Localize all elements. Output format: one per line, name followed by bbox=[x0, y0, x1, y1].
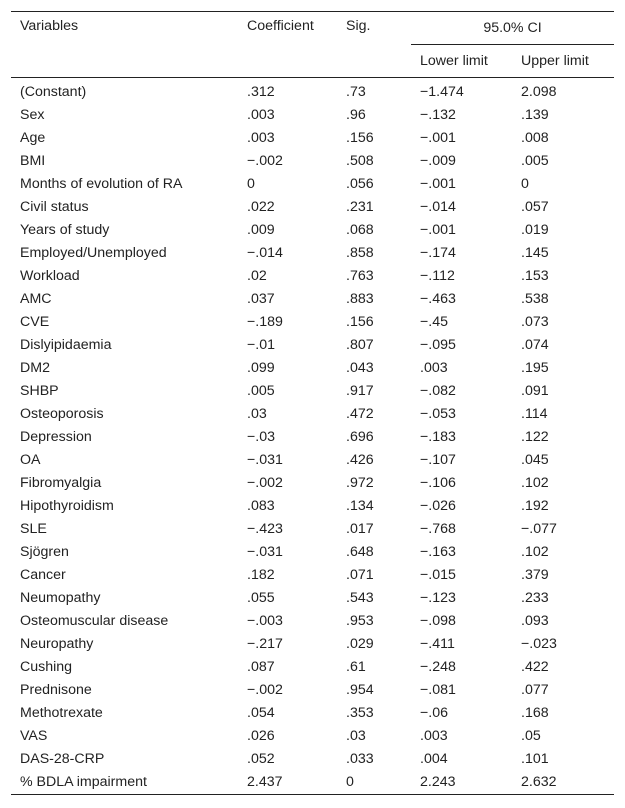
cell-sig: .73 bbox=[346, 84, 366, 100]
cell-sig: .696 bbox=[346, 429, 374, 445]
cell-sig: .156 bbox=[346, 130, 374, 146]
cell-upper-limit: .538 bbox=[521, 291, 549, 307]
cell-coefficient: −.423 bbox=[247, 521, 283, 537]
cell-upper-limit: .05 bbox=[521, 728, 541, 744]
cell-lower-limit: −.411 bbox=[420, 636, 455, 652]
cell-sig: .508 bbox=[346, 153, 374, 169]
table-row bbox=[11, 78, 614, 105]
table-row bbox=[11, 633, 614, 656]
cell-lower-limit: −.001 bbox=[420, 222, 456, 238]
cell-variable: CVE bbox=[20, 314, 50, 330]
cell-sig: 0 bbox=[346, 774, 354, 790]
cell-variable: Age bbox=[20, 130, 46, 146]
cell-upper-limit: .233 bbox=[521, 590, 549, 606]
cell-lower-limit: −.123 bbox=[420, 590, 456, 606]
cell-sig: .056 bbox=[346, 176, 374, 192]
cell-variable: (Constant) bbox=[20, 84, 87, 100]
cell-lower-limit: −.026 bbox=[420, 498, 456, 514]
cell-variable: AMC bbox=[20, 291, 52, 307]
cell-variable: Prednisone bbox=[20, 682, 92, 698]
cell-variable: Methotrexate bbox=[20, 705, 103, 721]
table-row bbox=[11, 748, 614, 771]
cell-variable: Dislyipidaemia bbox=[20, 337, 112, 353]
table-row bbox=[11, 127, 614, 150]
cell-coefficient: −.031 bbox=[247, 544, 283, 560]
cell-upper-limit: .045 bbox=[521, 452, 549, 468]
header-sig: Sig. bbox=[346, 18, 371, 34]
table-row bbox=[11, 679, 614, 702]
cell-upper-limit: .139 bbox=[521, 107, 549, 123]
table-row bbox=[11, 725, 614, 748]
cell-upper-limit: .019 bbox=[521, 222, 549, 238]
cell-lower-limit: −.163 bbox=[420, 544, 456, 560]
cell-coefficient: .055 bbox=[247, 590, 275, 606]
cell-variable: Civil status bbox=[20, 199, 89, 215]
cell-variable: Cancer bbox=[20, 567, 66, 583]
cell-lower-limit: −.015 bbox=[420, 567, 456, 583]
cell-coefficient: 2.437 bbox=[247, 774, 283, 790]
cell-variable: BMI bbox=[20, 153, 46, 169]
cell-sig: .61 bbox=[346, 659, 366, 675]
cell-lower-limit: −.014 bbox=[420, 199, 456, 215]
cell-upper-limit: .379 bbox=[521, 567, 549, 583]
table-row bbox=[11, 173, 614, 196]
cell-sig: .472 bbox=[346, 406, 374, 422]
table-row bbox=[11, 265, 614, 288]
cell-variable: Years of study bbox=[20, 222, 110, 238]
cell-coefficient: .003 bbox=[247, 107, 275, 123]
cell-upper-limit: .101 bbox=[521, 751, 549, 767]
cell-sig: .954 bbox=[346, 682, 374, 698]
cell-variable: Depression bbox=[20, 429, 92, 445]
cell-sig: .807 bbox=[346, 337, 374, 353]
table-row bbox=[11, 288, 614, 311]
cell-coefficient: .003 bbox=[247, 130, 275, 146]
cell-variable: VAS bbox=[20, 728, 48, 744]
cell-lower-limit: .003 bbox=[420, 360, 448, 376]
cell-coefficient: .052 bbox=[247, 751, 275, 767]
cell-coefficient: −.031 bbox=[247, 452, 283, 468]
table-row bbox=[11, 426, 614, 449]
cell-variable: Workload bbox=[20, 268, 80, 284]
cell-coefficient: −.002 bbox=[247, 682, 283, 698]
cell-sig: .426 bbox=[346, 452, 374, 468]
cell-sig: .029 bbox=[346, 636, 374, 652]
table-row bbox=[11, 656, 614, 679]
cell-lower-limit: −.107 bbox=[420, 452, 456, 468]
cell-coefficient: −.003 bbox=[247, 613, 283, 629]
cell-sig: .033 bbox=[346, 751, 374, 767]
header-variables: Variables bbox=[20, 18, 79, 34]
cell-coefficient: −.189 bbox=[247, 314, 283, 330]
cell-upper-limit: .422 bbox=[521, 659, 549, 675]
cell-upper-limit: .057 bbox=[521, 199, 549, 215]
cell-upper-limit: .102 bbox=[521, 475, 549, 491]
cell-variable: Cushing bbox=[20, 659, 73, 675]
cell-variable: SHBP bbox=[20, 383, 59, 399]
cell-lower-limit: −.098 bbox=[420, 613, 456, 629]
cell-sig: .953 bbox=[346, 613, 374, 629]
table-row bbox=[11, 196, 614, 219]
cell-variable: Neuropathy bbox=[20, 636, 94, 652]
cell-upper-limit: −.077 bbox=[521, 521, 557, 537]
cell-upper-limit: .091 bbox=[521, 383, 549, 399]
cell-lower-limit: −.174 bbox=[420, 245, 456, 261]
table-row bbox=[11, 104, 614, 127]
cell-lower-limit: .004 bbox=[420, 751, 448, 767]
cell-variable: Sjögren bbox=[20, 544, 69, 560]
table-row bbox=[11, 334, 614, 357]
cell-sig: .353 bbox=[346, 705, 374, 721]
cell-sig: .043 bbox=[346, 360, 374, 376]
table-row bbox=[11, 610, 614, 633]
cell-upper-limit: .077 bbox=[521, 682, 549, 698]
cell-sig: .017 bbox=[346, 521, 374, 537]
cell-sig: .068 bbox=[346, 222, 374, 238]
cell-upper-limit: .114 bbox=[521, 406, 548, 422]
cell-sig: .648 bbox=[346, 544, 374, 560]
cell-coefficient: −.002 bbox=[247, 475, 283, 491]
cell-sig: .134 bbox=[346, 498, 374, 514]
header-lower-limit: Lower limit bbox=[420, 53, 488, 69]
cell-lower-limit: −.009 bbox=[420, 153, 456, 169]
cell-sig: .917 bbox=[346, 383, 374, 399]
cell-lower-limit: .003 bbox=[420, 728, 448, 744]
table-row bbox=[11, 702, 614, 725]
cell-lower-limit: −.248 bbox=[420, 659, 456, 675]
cell-coefficient: .022 bbox=[247, 199, 275, 215]
cell-coefficient: 0 bbox=[247, 176, 255, 192]
table-row bbox=[11, 587, 614, 610]
cell-lower-limit: −.095 bbox=[420, 337, 456, 353]
cell-sig: .763 bbox=[346, 268, 374, 284]
cell-coefficient: .03 bbox=[247, 406, 267, 422]
cell-coefficient: .005 bbox=[247, 383, 275, 399]
header-ci: 95.0% CI bbox=[411, 12, 614, 45]
cell-lower-limit: −1.474 bbox=[420, 84, 464, 100]
table-row bbox=[11, 771, 614, 795]
cell-variable: Fibromyalgia bbox=[20, 475, 102, 491]
cell-coefficient: .182 bbox=[247, 567, 275, 583]
cell-upper-limit: 2.098 bbox=[521, 84, 557, 100]
cell-sig: .96 bbox=[346, 107, 366, 123]
cell-variable: % BDLA impairment bbox=[20, 774, 147, 790]
cell-lower-limit: −.001 bbox=[420, 176, 456, 192]
cell-variable: DM2 bbox=[20, 360, 50, 376]
cell-lower-limit: −.106 bbox=[420, 475, 456, 491]
cell-coefficient: .02 bbox=[247, 268, 267, 284]
cell-sig: .231 bbox=[346, 199, 374, 215]
cell-coefficient: .009 bbox=[247, 222, 275, 238]
cell-coefficient: .037 bbox=[247, 291, 275, 307]
cell-variable: DAS-28-CRP bbox=[20, 751, 105, 767]
cell-variable: Osteoporosis bbox=[20, 406, 104, 422]
cell-sig: .543 bbox=[346, 590, 374, 606]
cell-upper-limit: −.023 bbox=[521, 636, 557, 652]
cell-variable: Sex bbox=[20, 107, 45, 123]
cell-coefficient: .099 bbox=[247, 360, 275, 376]
cell-upper-limit: .093 bbox=[521, 613, 549, 629]
table-row bbox=[11, 449, 614, 472]
cell-sig: .03 bbox=[346, 728, 366, 744]
cell-lower-limit: −.463 bbox=[420, 291, 456, 307]
cell-variable: Osteomuscular disease bbox=[20, 613, 169, 629]
cell-upper-limit: .102 bbox=[521, 544, 549, 560]
cell-variable: Hipothyroidism bbox=[20, 498, 114, 514]
table-row bbox=[11, 541, 614, 564]
cell-lower-limit: −.001 bbox=[420, 130, 456, 146]
cell-sig: .858 bbox=[346, 245, 374, 261]
table-row bbox=[11, 564, 614, 587]
table-body bbox=[11, 78, 614, 795]
regression-table bbox=[11, 11, 614, 795]
table-row bbox=[11, 311, 614, 334]
cell-lower-limit: −.082 bbox=[420, 383, 456, 399]
cell-variable: Employed/Unemployed bbox=[20, 245, 167, 261]
cell-upper-limit: .145 bbox=[521, 245, 549, 261]
cell-lower-limit: −.183 bbox=[420, 429, 456, 445]
cell-coefficient: .087 bbox=[247, 659, 275, 675]
cell-coefficient: −.01 bbox=[247, 337, 276, 353]
cell-upper-limit: .008 bbox=[521, 130, 549, 146]
cell-sig: .156 bbox=[346, 314, 374, 330]
cell-upper-limit: .122 bbox=[521, 429, 549, 445]
cell-coefficient: −.014 bbox=[247, 245, 283, 261]
cell-coefficient: .083 bbox=[247, 498, 275, 514]
cell-upper-limit: .195 bbox=[521, 360, 549, 376]
cell-coefficient: .054 bbox=[247, 705, 275, 721]
cell-lower-limit: 2.243 bbox=[420, 774, 456, 790]
table-row bbox=[11, 380, 614, 403]
cell-lower-limit: −.112 bbox=[420, 268, 455, 284]
cell-lower-limit: −.053 bbox=[420, 406, 456, 422]
cell-lower-limit: −.06 bbox=[420, 705, 449, 721]
cell-sig: .972 bbox=[346, 475, 374, 491]
cell-upper-limit: .074 bbox=[521, 337, 549, 353]
cell-variable: OA bbox=[20, 452, 41, 468]
cell-lower-limit: −.132 bbox=[420, 107, 456, 123]
cell-variable: SLE bbox=[20, 521, 47, 537]
table-row bbox=[11, 357, 614, 380]
cell-upper-limit: .005 bbox=[521, 153, 549, 169]
cell-coefficient: −.002 bbox=[247, 153, 283, 169]
header-coefficient: Coefficient bbox=[247, 18, 314, 34]
cell-coefficient: .026 bbox=[247, 728, 275, 744]
cell-coefficient: −.03 bbox=[247, 429, 276, 445]
cell-lower-limit: −.45 bbox=[420, 314, 449, 330]
cell-upper-limit: .153 bbox=[521, 268, 549, 284]
cell-sig: .883 bbox=[346, 291, 374, 307]
table-row bbox=[11, 472, 614, 495]
table-row bbox=[11, 518, 614, 541]
cell-upper-limit: 0 bbox=[521, 176, 529, 192]
cell-coefficient: −.217 bbox=[247, 636, 283, 652]
table-row bbox=[11, 242, 614, 265]
table-row bbox=[11, 219, 614, 242]
cell-sig: .071 bbox=[346, 567, 374, 583]
cell-variable: Neumopathy bbox=[20, 590, 101, 606]
cell-upper-limit: .073 bbox=[521, 314, 549, 330]
cell-upper-limit: 2.632 bbox=[521, 774, 557, 790]
cell-variable: Months of evolution of RA bbox=[20, 176, 183, 192]
table-row bbox=[11, 403, 614, 426]
cell-upper-limit: .168 bbox=[521, 705, 549, 721]
table-row bbox=[11, 495, 614, 518]
cell-coefficient: .312 bbox=[247, 84, 275, 100]
cell-lower-limit: −.081 bbox=[420, 682, 456, 698]
table-row bbox=[11, 150, 614, 173]
cell-lower-limit: −.768 bbox=[420, 521, 456, 537]
header-upper-limit: Upper limit bbox=[521, 53, 589, 69]
cell-upper-limit: .192 bbox=[521, 498, 549, 514]
